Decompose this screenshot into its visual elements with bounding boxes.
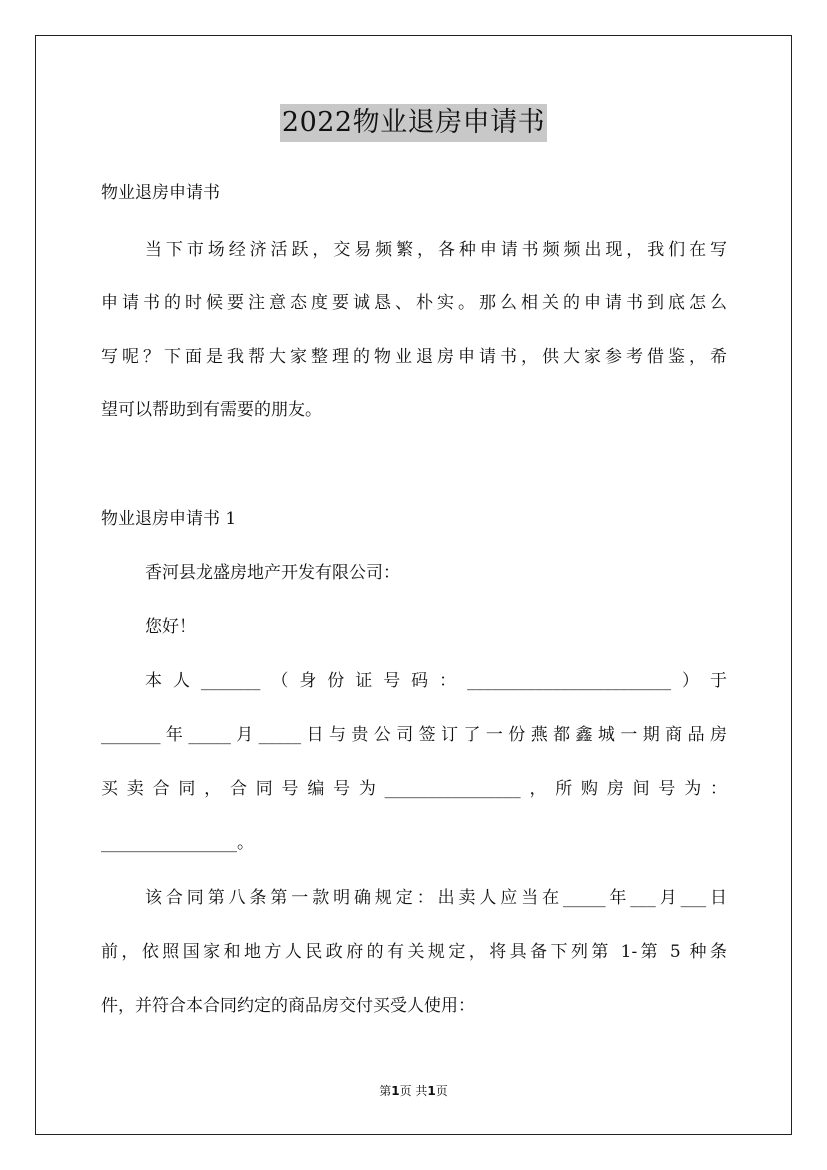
body-line-4: ________________。 [101, 833, 254, 853]
footer-suffix: 页 [435, 1084, 448, 1098]
intro-line-4: 望可以帮助到有需要的朋友。 [101, 400, 322, 420]
intro-line-1: 当下市场经济活跃，交易频繁，各种申请书频频出现，我们在写 [145, 240, 727, 260]
title-container [0, 104, 827, 142]
intro-line-2: 申请书的时候要注意态度要诚恳、朴实。那么相关的申请书到底怎么 [101, 293, 727, 313]
footer-prefix: 第 [379, 1084, 392, 1098]
document-subtitle: 物业退房申请书 [101, 183, 220, 203]
intro-line-3: 写呢？下面是我帮大家整理的物业退房申请书，供大家参考借鉴，希 [101, 347, 727, 367]
footer-page-total: 1 [427, 1084, 436, 1098]
page-footer [0, 1083, 827, 1099]
body-line-7: 件，并符合本合同约定的商品房交付买受人使用： [101, 996, 475, 1016]
addressee: 香河县龙盛房地产开发有限公司： [145, 563, 400, 583]
body-line-6: 前，依照国家和地方人民政府的有关规定，将具备下列第 1-第 5 种条 [101, 942, 727, 962]
body-line-1: 本人_______（身份证号码：________________________）于 [145, 671, 727, 691]
footer-page-current: 1 [391, 1084, 400, 1098]
body-line-2: _______年_____月_____日与贵公司签订了一份燕都鑫城一期商品房 [101, 725, 727, 745]
document-title: 2022物业退房申请书 [280, 104, 547, 142]
body-line-5: 该合同第八条第一款明确规定：出卖人应当在_____年___月___日 [145, 888, 727, 908]
greeting: 您好！ [145, 617, 196, 637]
section-heading: 物业退房申请书 1 [101, 509, 237, 529]
body-line-3: 买卖合同，合同号编号为________________，所购房间号为： [101, 779, 727, 799]
footer-mid: 页 共 [399, 1084, 428, 1098]
